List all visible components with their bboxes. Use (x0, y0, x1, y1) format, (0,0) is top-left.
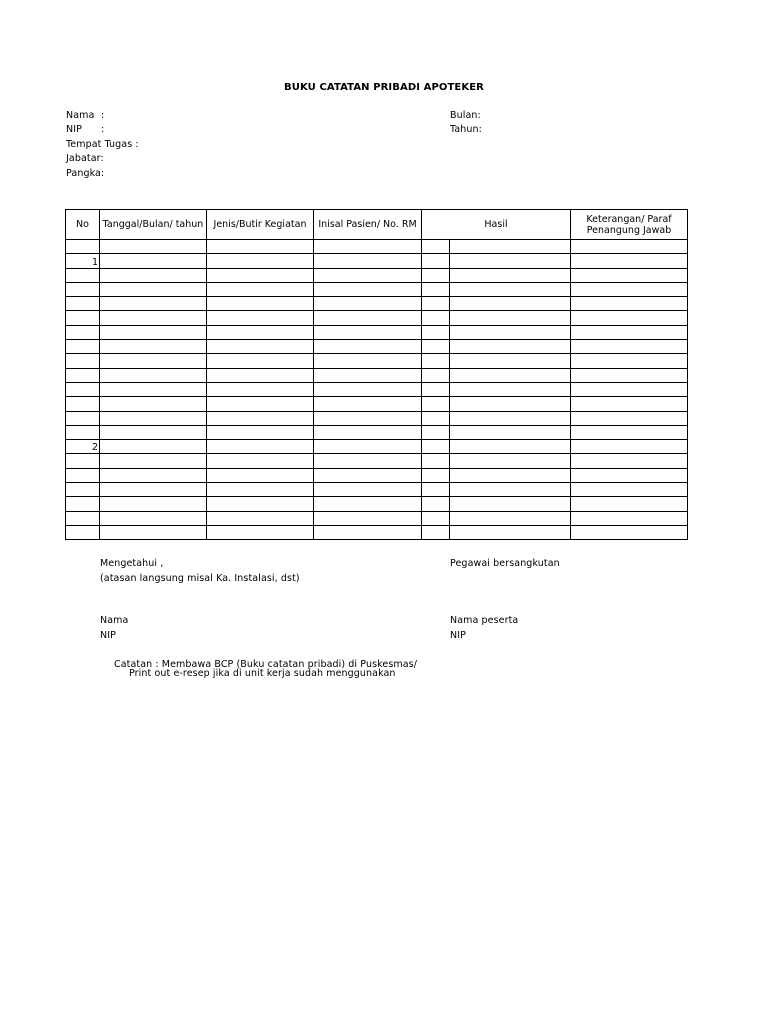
signature-right-nip: NIP (450, 630, 466, 641)
table-cell-tanggal (100, 411, 207, 425)
table-cell-no (66, 340, 100, 354)
table-cell-hasil-a (422, 340, 450, 354)
table-cell-hasil-b (450, 497, 571, 511)
field-bulan-label: Bulan: (450, 110, 481, 121)
table-cell-tanggal (100, 440, 207, 454)
table-row (66, 325, 688, 339)
table-cell-keterangan (571, 254, 688, 268)
table-cell-tanggal (100, 397, 207, 411)
header-keterangan-line1: Keterangan/ Paraf (586, 213, 672, 225)
signature-right-name: Nama peserta (450, 615, 519, 626)
table-row (66, 483, 688, 497)
table-cell-tanggal (100, 511, 207, 525)
table-cell-tanggal (100, 254, 207, 268)
table-cell-jenis (207, 282, 314, 296)
table-cell-no (66, 411, 100, 425)
table-cell-jenis (207, 454, 314, 468)
table-cell-keterangan (571, 240, 688, 254)
table-cell-hasil-a (422, 268, 450, 282)
table-cell-hasil-a (422, 440, 450, 454)
table-cell-jenis (207, 468, 314, 482)
table-cell-tanggal (100, 268, 207, 282)
table-cell-hasil-b (450, 325, 571, 339)
table-row (66, 282, 688, 296)
table-cell-jenis (207, 268, 314, 282)
table-cell-hasil-a (422, 483, 450, 497)
header-inisal-pasien: Inisal Pasien/ No. RM (314, 210, 422, 240)
table-cell-keterangan (571, 340, 688, 354)
table-cell-hasil-a (422, 468, 450, 482)
table-cell-hasil-b (450, 240, 571, 254)
table-cell-jenis (207, 511, 314, 525)
table-cell-inisal (314, 454, 422, 468)
table-cell-no (66, 297, 100, 311)
table-cell-inisal (314, 268, 422, 282)
header-jenis-kegiatan: Jenis/Butir Kegiatan (207, 210, 314, 240)
table-cell-no (66, 368, 100, 382)
header-tanggal: Tanggal/Bulan/ tahun (100, 210, 207, 240)
table-cell-inisal (314, 468, 422, 482)
table-cell-no (66, 397, 100, 411)
table-cell-keterangan (571, 354, 688, 368)
table-cell-tanggal (100, 483, 207, 497)
table-row (66, 268, 688, 282)
table-cell-tanggal (100, 468, 207, 482)
table-cell-hasil-b (450, 468, 571, 482)
field-nip-label: NIP (66, 124, 82, 135)
table-cell-no (66, 240, 100, 254)
table-cell-keterangan (571, 411, 688, 425)
table-cell-keterangan (571, 497, 688, 511)
table-cell-keterangan (571, 468, 688, 482)
table-cell-keterangan (571, 368, 688, 382)
table-cell-tanggal (100, 297, 207, 311)
table-cell-tanggal (100, 240, 207, 254)
table-cell-no: 2 (66, 440, 100, 454)
table-cell-tanggal (100, 311, 207, 325)
table-cell-no (66, 497, 100, 511)
table-cell-hasil-b (450, 268, 571, 282)
table-row (66, 468, 688, 482)
table-row (66, 354, 688, 368)
table-row (66, 382, 688, 396)
table-cell-no (66, 454, 100, 468)
table-cell-hasil-a (422, 240, 450, 254)
table-cell-hasil-b (450, 340, 571, 354)
table-cell-no: 1 (66, 254, 100, 268)
table-cell-no (66, 468, 100, 482)
table-cell-tanggal (100, 454, 207, 468)
table-row (66, 311, 688, 325)
table-cell-hasil-a (422, 354, 450, 368)
table-cell-hasil-a (422, 425, 450, 439)
table-cell-jenis (207, 382, 314, 396)
table-cell-keterangan (571, 440, 688, 454)
table-cell-jenis (207, 354, 314, 368)
table-cell-hasil-b (450, 440, 571, 454)
table-cell-jenis (207, 440, 314, 454)
signature-right-label: Pegawai bersangkutan (450, 558, 560, 569)
table-row (66, 397, 688, 411)
table-cell-jenis (207, 497, 314, 511)
table-cell-inisal (314, 511, 422, 525)
table-cell-hasil-a (422, 325, 450, 339)
table-row (66, 497, 688, 511)
table-cell-inisal (314, 483, 422, 497)
table-cell-tanggal (100, 325, 207, 339)
table-cell-inisal (314, 340, 422, 354)
table-cell-jenis (207, 297, 314, 311)
table-header-row (66, 210, 688, 240)
table-cell-inisal (314, 282, 422, 296)
table-cell-hasil-b (450, 397, 571, 411)
table-cell-jenis (207, 325, 314, 339)
note-line-1: Catatan : Membawa BCP (Buku catatan pribadi) di Puskesmas/ (114, 659, 417, 670)
table-cell-hasil-b (450, 282, 571, 296)
table-cell-keterangan (571, 382, 688, 396)
table-cell-hasil-b (450, 297, 571, 311)
header-keterangan-line2: Penangung Jawab (586, 224, 672, 236)
table-cell-hasil-a (422, 397, 450, 411)
table-cell-keterangan (571, 483, 688, 497)
table-cell-inisal (314, 325, 422, 339)
table-row (66, 340, 688, 354)
table-cell-inisal (314, 382, 422, 396)
table-row (66, 440, 688, 454)
table-row (66, 411, 688, 425)
table-body (66, 240, 688, 540)
table-cell-inisal (314, 254, 422, 268)
table-cell-keterangan (571, 282, 688, 296)
table-cell-tanggal (100, 368, 207, 382)
table-row (66, 525, 688, 539)
table-cell-hasil-b (450, 483, 571, 497)
table-cell-inisal (314, 240, 422, 254)
table-cell-hasil-a (422, 497, 450, 511)
table-cell-jenis (207, 340, 314, 354)
header-no: No (66, 210, 100, 240)
table-cell-hasil-a (422, 511, 450, 525)
table-cell-hasil-a (422, 382, 450, 396)
signature-left-sub: (atasan langsung misal Ka. Instalasi, dst) (100, 573, 300, 584)
table-cell-no (66, 425, 100, 439)
table-cell-no (66, 311, 100, 325)
table-cell-keterangan (571, 311, 688, 325)
table-cell-no (66, 525, 100, 539)
table-cell-tanggal (100, 282, 207, 296)
signature-left-name: Nama (100, 615, 129, 626)
field-tempat-tugas-label: Tempat Tugas : (66, 139, 139, 150)
table-cell-inisal (314, 440, 422, 454)
table-cell-hasil-a (422, 254, 450, 268)
table-cell-no (66, 354, 100, 368)
table-cell-jenis (207, 254, 314, 268)
table-cell-hasil-b (450, 311, 571, 325)
table-row (66, 254, 688, 268)
table-cell-hasil-a (422, 368, 450, 382)
table-cell-no (66, 511, 100, 525)
table-cell-hasil-b (450, 411, 571, 425)
table-cell-keterangan (571, 397, 688, 411)
table-cell-keterangan (571, 325, 688, 339)
table-cell-hasil-a (422, 311, 450, 325)
table-cell-hasil-b (450, 354, 571, 368)
table-cell-keterangan (571, 297, 688, 311)
table-cell-tanggal (100, 354, 207, 368)
table-cell-inisal (314, 411, 422, 425)
table-cell-tanggal (100, 497, 207, 511)
table-cell-hasil-a (422, 411, 450, 425)
table-cell-inisal (314, 397, 422, 411)
table-row (66, 425, 688, 439)
field-jabatan-label: Jabatar: (66, 153, 104, 164)
table-cell-hasil-b (450, 254, 571, 268)
table-cell-jenis (207, 311, 314, 325)
table-cell-hasil-a (422, 297, 450, 311)
table-cell-keterangan (571, 511, 688, 525)
note-line-2: Print out e-resep jika di unit kerja sudah menggunakan (129, 668, 396, 679)
table-cell-jenis (207, 368, 314, 382)
table-cell-inisal (314, 354, 422, 368)
header-hasil: Hasil (422, 210, 571, 240)
table-cell-hasil-b (450, 511, 571, 525)
document-title: BUKU CATATAN PRIBADI APOTEKER (284, 82, 484, 93)
table-cell-keterangan (571, 454, 688, 468)
table-cell-hasil-b (450, 525, 571, 539)
table-cell-inisal (314, 311, 422, 325)
table-cell-no (66, 325, 100, 339)
table-cell-no (66, 483, 100, 497)
table-cell-tanggal (100, 340, 207, 354)
activity-log-table (65, 209, 688, 540)
table-cell-tanggal (100, 525, 207, 539)
table-cell-tanggal (100, 382, 207, 396)
table-cell-inisal (314, 297, 422, 311)
table-cell-hasil-b (450, 382, 571, 396)
table-row (66, 368, 688, 382)
table-cell-hasil-b (450, 368, 571, 382)
field-nip-sep: : (101, 124, 105, 135)
table-cell-jenis (207, 397, 314, 411)
field-nama-sep: : (101, 110, 105, 121)
table-cell-keterangan (571, 268, 688, 282)
table-cell-hasil-a (422, 454, 450, 468)
table-cell-no (66, 282, 100, 296)
header-keterangan (571, 210, 688, 240)
table-cell-jenis (207, 240, 314, 254)
signature-left-nip: NIP (100, 630, 116, 641)
table-cell-inisal (314, 425, 422, 439)
table-cell-jenis (207, 411, 314, 425)
table-row (66, 454, 688, 468)
table-cell-inisal (314, 497, 422, 511)
table-cell-hasil-a (422, 282, 450, 296)
table-cell-tanggal (100, 425, 207, 439)
table-cell-no (66, 268, 100, 282)
field-tahun-label: Tahun: (450, 124, 482, 135)
table-cell-jenis (207, 425, 314, 439)
table-cell-jenis (207, 525, 314, 539)
table-cell-inisal (314, 368, 422, 382)
field-pangkat-label: Pangka: (66, 168, 105, 179)
table-row (66, 240, 688, 254)
table-cell-hasil-b (450, 425, 571, 439)
table-cell-hasil-a (422, 525, 450, 539)
table-cell-hasil-b (450, 454, 571, 468)
table-row (66, 511, 688, 525)
table-cell-jenis (207, 483, 314, 497)
table-cell-no (66, 382, 100, 396)
signature-left-label: Mengetahui , (100, 558, 164, 569)
table-cell-inisal (314, 525, 422, 539)
table-row (66, 297, 688, 311)
table-cell-keterangan (571, 525, 688, 539)
table-cell-keterangan (571, 425, 688, 439)
field-nama-label: Nama (66, 110, 95, 121)
